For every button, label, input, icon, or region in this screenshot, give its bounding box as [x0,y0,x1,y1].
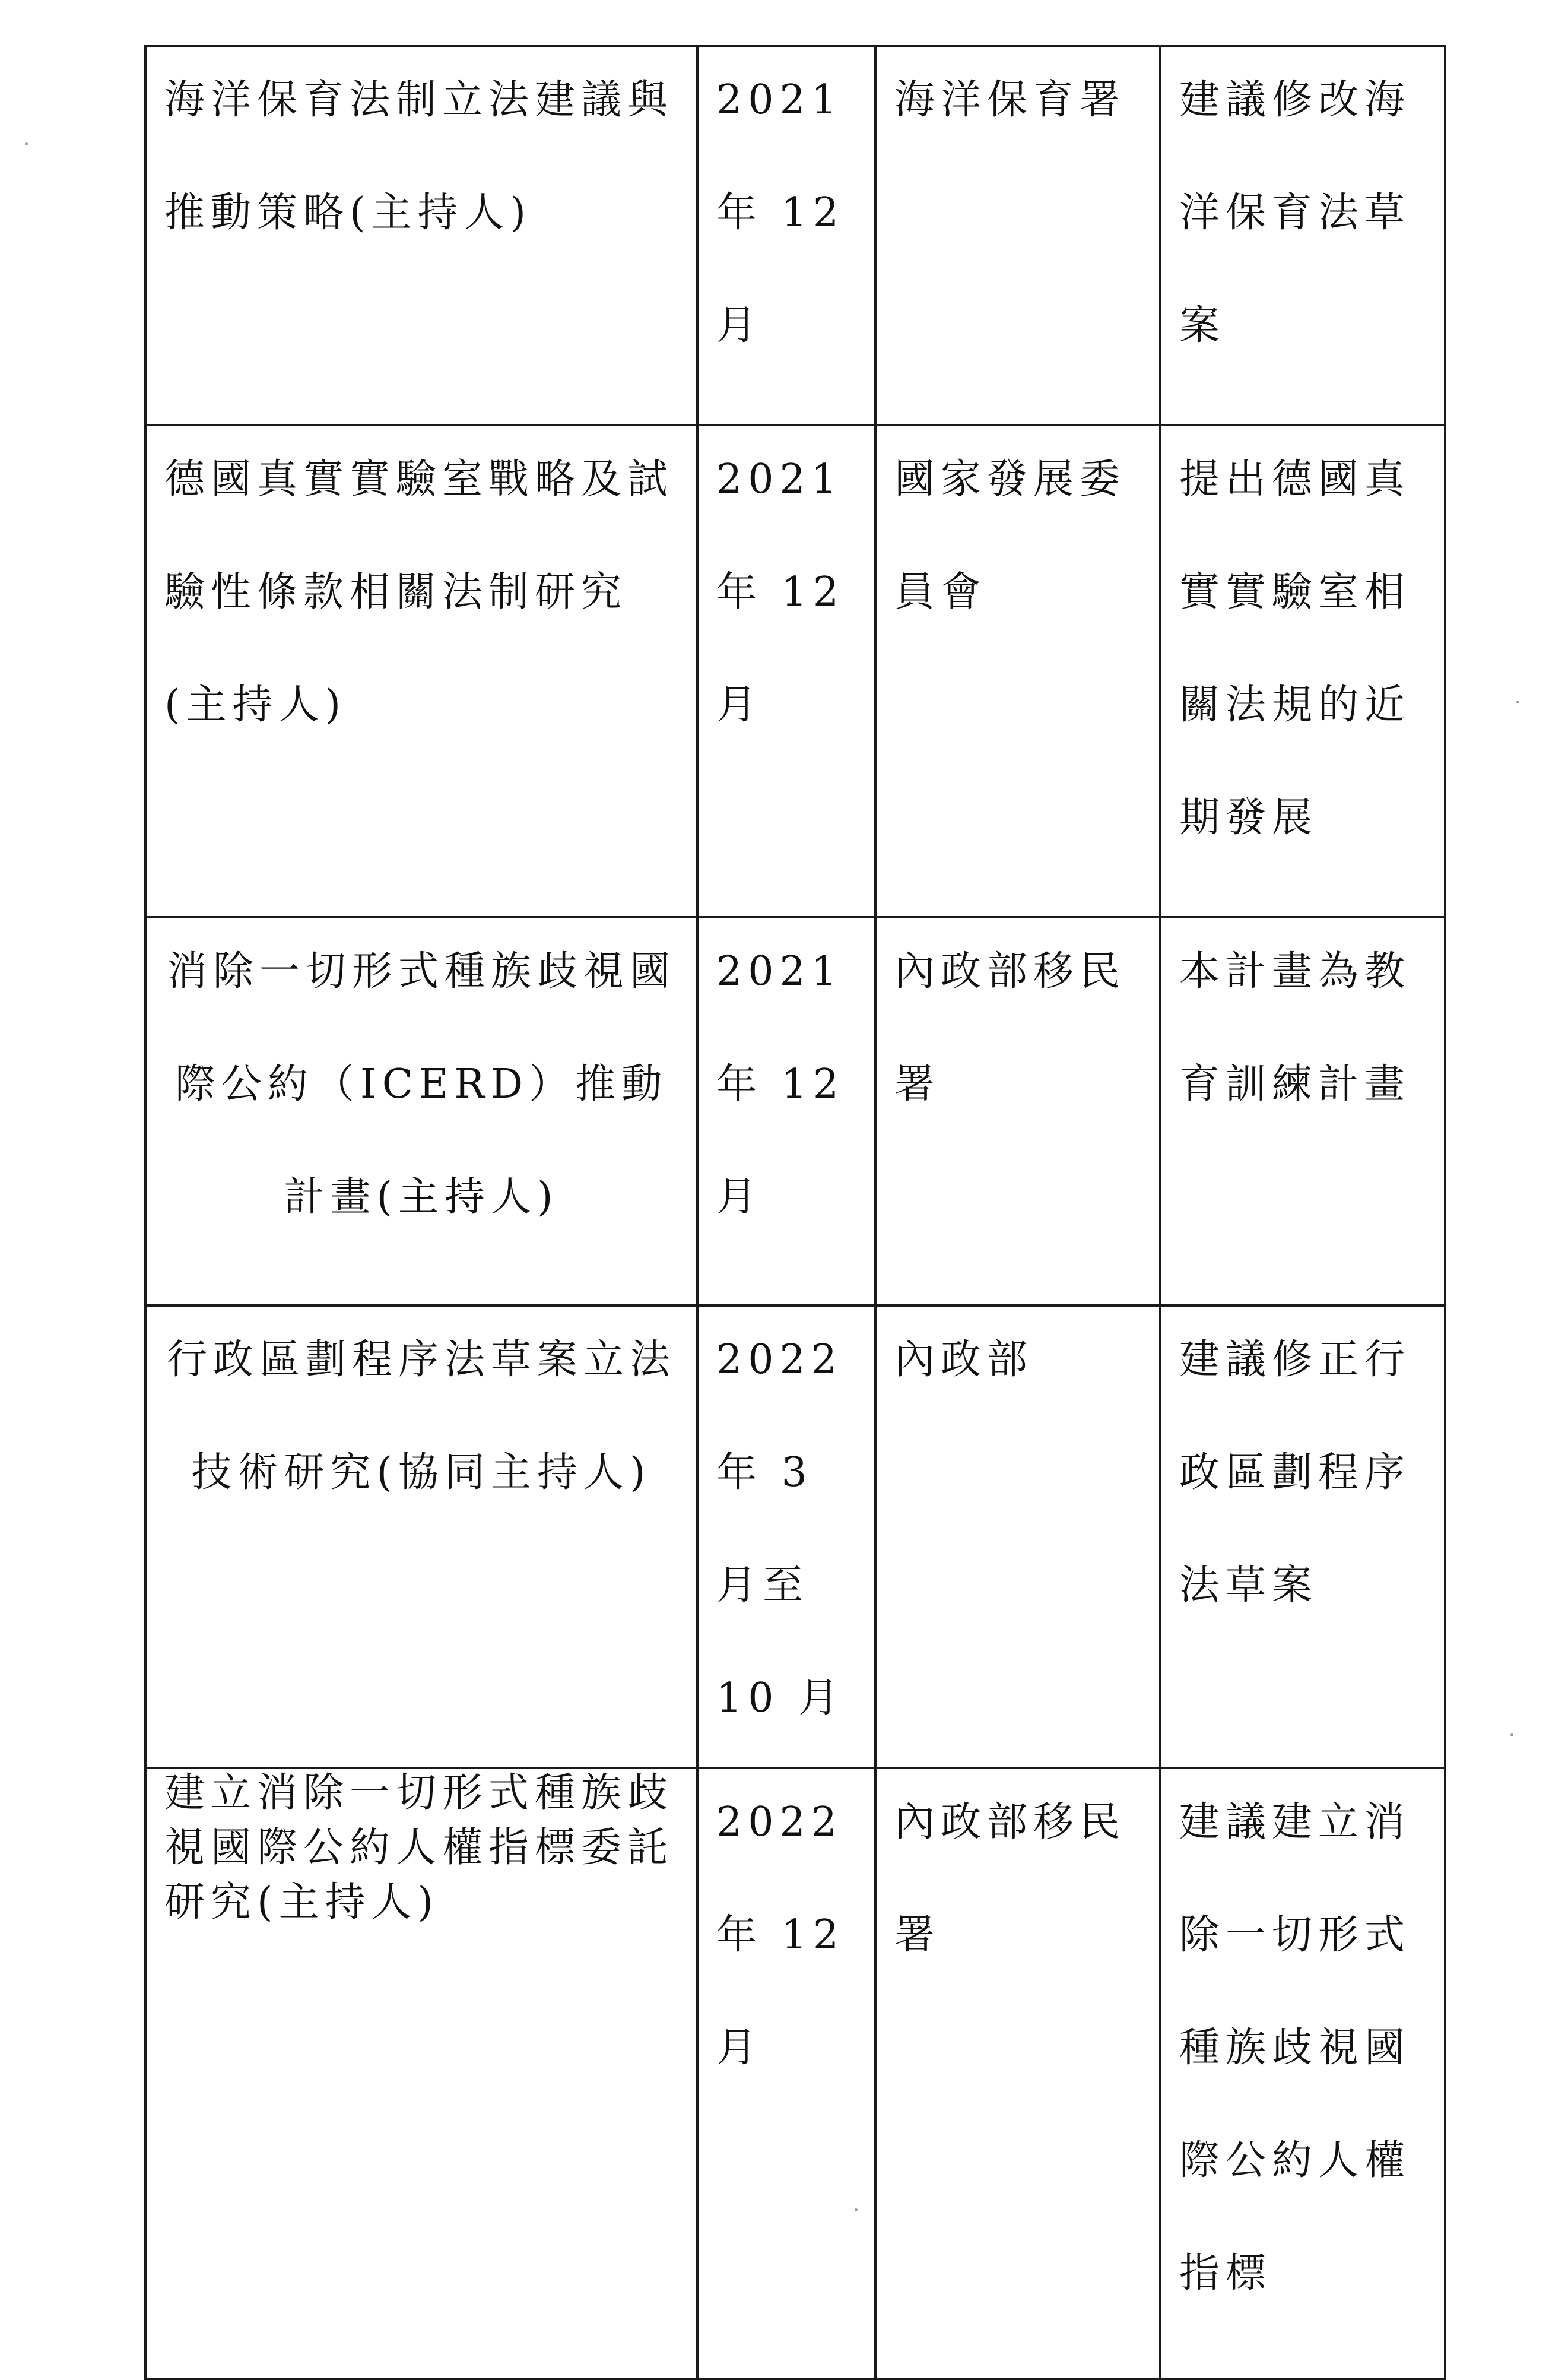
project-org: 國家發展委員會 [894,456,1126,616]
project-date-cell [697,425,875,917]
project-date: 2021 年 12 月 [716,948,845,1221]
project-date: 2021 年 12 月 [716,456,845,728]
project-date: 2021 年 12 月 [716,77,845,349]
project-title: 建立消除一切形式種族歧視國際公約人權指標委託研究(主持人) [164,1770,674,1926]
project-org: 內政部 [894,1336,1034,1383]
table-row [145,917,1445,1305]
scan-speck [1510,1733,1513,1736]
project-org-cell [875,1305,1160,1768]
project-org: 海洋保育署 [894,77,1126,123]
table-row [145,1305,1445,1768]
project-note: 本計畫為教育訓練計畫 [1179,948,1411,1108]
project-note-cell [1160,425,1445,917]
project-date-cell [697,46,875,425]
project-title: 海洋保育法制立法建議與推動策略(主持人) [164,77,674,236]
project-org-cell [875,46,1160,425]
project-date: 2022 年 12 月 [716,1799,845,2071]
project-note-cell [1160,1768,1445,2379]
project-title-cell [145,1768,697,2379]
project-org-cell [875,425,1160,917]
scan-speck [855,2208,858,2211]
project-note: 提出德國真實實驗室相關法規的近期發展 [1179,456,1411,841]
project-org: 內政部移民署 [894,1799,1126,1958]
project-note: 建議修正行政區劃程序法草案 [1179,1336,1411,1609]
project-org: 內政部移民署 [894,948,1126,1108]
project-org-cell [875,1768,1160,2379]
research-projects-table [144,45,1446,2380]
project-note: 建議修改海洋保育法草案 [1179,77,1411,349]
project-title: 消除一切形式種族歧視國際公約（ICERD）推動計畫(主持人) [166,948,676,1221]
table-row [145,1768,1445,2379]
project-note-cell [1160,1305,1445,1768]
project-title-cell [145,1305,697,1768]
project-date-cell [697,917,875,1305]
project-title-cell [145,917,697,1305]
project-note: 建議建立消除一切形式種族歧視國際公約人權指標 [1179,1799,1411,2297]
project-note-cell [1160,46,1445,425]
project-title: 德國真實實驗室戰略及試驗性條款相關法制研究(主持人) [164,456,674,728]
project-date: 2022 年 3 月至 10 月 [716,1336,845,1722]
project-org-cell [875,917,1160,1305]
project-note-cell [1160,917,1445,1305]
project-title-cell [145,46,697,425]
project-date-cell [697,1305,875,1768]
project-title: 行政區劃程序法草案立法技術研究(協同主持人) [166,1336,676,1496]
scan-speck [25,142,28,145]
project-title-cell [145,425,697,917]
scan-speck [1516,701,1519,703]
project-date-cell [697,1768,875,2379]
table-row [145,425,1445,917]
table-row [145,46,1445,425]
